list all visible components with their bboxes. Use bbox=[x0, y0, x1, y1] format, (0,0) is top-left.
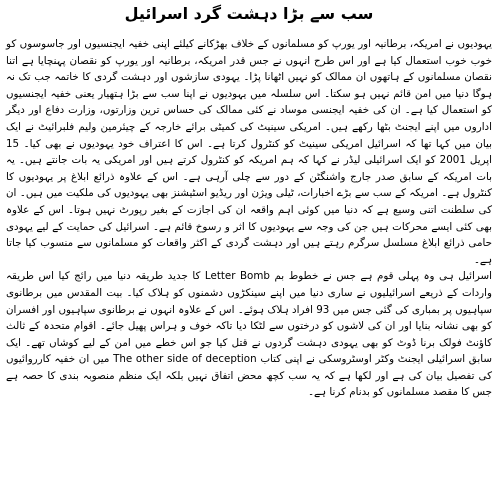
article-paragraph-2: اسرائیل ہی وہ پہلی قوم ہے جس نے خطوط بم Letter Bomb کا جدید طریقہ دنیا میں رائج کیا اس طریقہ واردات کے ذریعے اسرائیلیوں نے ساری دنیا میں اپنے سینکڑوں دشمنوں کو ہلاک کیا۔ بیت المقدس میں برطانوی سپاہیوں پر بمباری کی گئی جس میں 93 افراد ہلاک ہوئے۔ اس کے علاوہ انہوں نے برطانوی سپاہیوں اور افسران کو بھی نشانہ بنایا اور ان کی لاشوں کو درختوں سے لٹکا دیا تاکہ خوف و ہراس پھیل جائے۔ اقوام متحدہ کے ثالث کاؤنٹ فولک برنا ڈوٹ کو بھی یہودی دہشت گردوں نے قتل کیا جو اس خطے میں امن کے لیے کوشاں تھے۔ ایک سابق اسرائیلی ایجنٹ وکٹر اوسٹروسکی نے اپنی کتاب The other side of deception میں ان خفیہ کارروائیوں کی تفصیل بیان کی ہے اور لکھا ہے کہ یہ سب کچھ محض اتفاق نہیں بلکہ ایک منظم منصوبہ بندی کا حصہ ہے جس کا مقصد مسلمانوں کو بدنام کرنا ہے۔ bbox=[6, 270, 492, 399]
article-paragraph-1: یہودیوں نے امریکہ، برطانیہ اور یورپ کو مسلمانوں کے خلاف بھڑکانے کیلئے اپنی خفیہ ایجنسیوں اور جاسوسوں کو خوب خوب استعمال کیا ہے اور اس طرح انہوں نے جس قدر امریکہ، برطانیہ اور یورپ کو نقصان پہنچایا ہے اتنا نقصان مسلمانوں کے ہاتھوں ان ممالک کو نہیں اٹھانا پڑا۔ یہودی سازشوں اور دہشت گردی کا خاتمہ جب تک نہ ہوگا دنیا میں امن قائم نہیں ہو سکتا۔ اس سلسلہ میں یہودیوں نے اپنا سب سے بڑا ہتھیار یعنی خفیہ ایجنسیوں کو استعمال کیا ہے۔ ان کی خفیہ ایجنسی موساد نے کئی ممالک کی حساس ترین وزارتوں، وزارت دفاع اور دیگر اداروں میں اپنے ایجنٹ بٹھا رکھے ہیں۔ امریکی سینیٹ کی کمیٹی برائے خارجہ کے چیئرمین ولیم فلبرائیٹ نے ایک بیان میں کہا تھا کہ اسرائیل امریکی سینیٹ کو کنٹرول کرتا ہے۔ اس کا اعتراف خود یہودیوں نے بھی کیا۔ 15 اپریل 2001 کو ایک اسرائیلی لیڈر نے کہا کہ ہم امریکہ کو کنٹرول کرتے ہیں اور امریکی یہ بات جانتے ہیں۔ یہ بات امریکہ کے سابق صدر جارج واشنگٹن کے دور سے چلی آرہی ہے۔ اس کے علاوہ ذرائع ابلاغ پر یہودیوں کا کنٹرول ہے۔ امریکہ کے سب سے بڑے اخبارات، ٹیلی ویژن اور ریڈیو اسٹیشنز بھی یہودیوں کی ملکیت میں ہیں۔ ان کی سلطنت اتنی وسیع ہے کہ دنیا میں کوئی اہم واقعہ ان کی اجازت کے بغیر رپورٹ نہیں ہوتا۔ اس کے علاوہ بھی کئی ایسے محرکات ہیں جن کی وجہ سے یہودیوں کا اثر و رسوخ قائم ہے۔ اسرائیل کی حمایت کے لیے یہودی حامی ذرائع ابلاغ مسلسل سرگرم رہتے ہیں اور دہشت گردی کے اکثر واقعات کو مسلمانوں سے منسوب کیا جاتا ہے۔ bbox=[6, 38, 492, 266]
article-title: سب سے بڑا دہشت گرد اسرائیل bbox=[124, 4, 374, 23]
